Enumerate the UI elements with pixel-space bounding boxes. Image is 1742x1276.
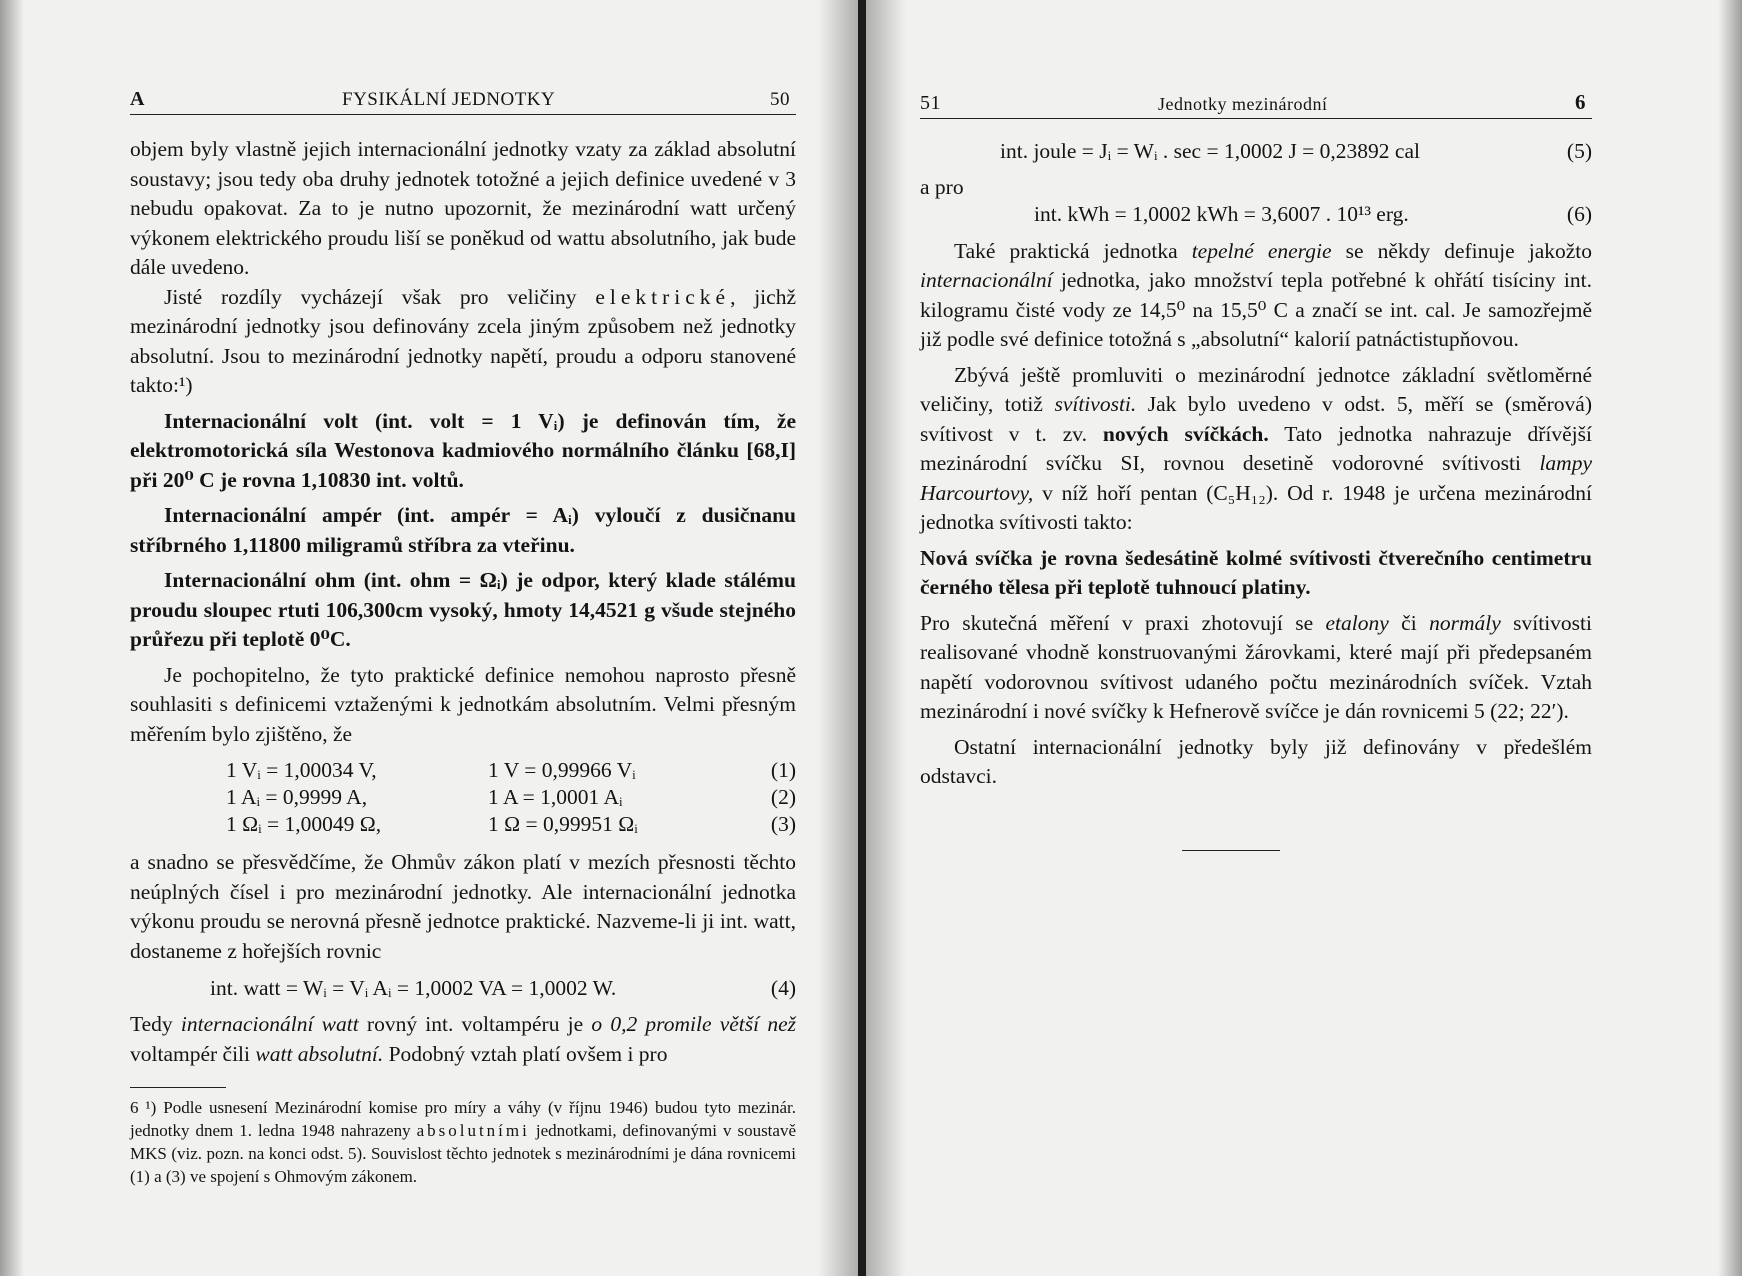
end-rule <box>1182 850 1280 851</box>
spaced-term: absolutními <box>416 1121 530 1140</box>
italic-term: internacionální watt <box>180 1012 359 1036</box>
definition-candle: Nová svíčka je rovna šedesátině kolmé svítivosti čtverečního centimetru černého tělesa při teplotě tuhnoucí platiny. <box>920 545 1592 599</box>
equation-number: (1) <box>770 758 796 782</box>
definition-volt: Internacionální volt (int. volt = 1 Vᵢ) je definován tím, že elektromotorická síla Westonova kadmiového normálního článku [68,I] při 20⁰ C je rovna 1,10830 int. voltů. <box>130 408 796 492</box>
italic-term: internacionální <box>920 268 1053 292</box>
text-run: jednotkami, definovanými v soustavě MKS (viz. pozn. na konci odst. 5). Souvislost těchto jednotek s mezinárodními je dána rovnicemi (1) a (3) ve spojení s Ohmovým zákonem. <box>130 1121 796 1186</box>
equations-1-3 <box>130 757 796 838</box>
paragraph: objem byly vlastně jejich internacionální jednotky vzaty za základ absolutní soustavy; jsou tedy oba druhy jednotek totožné a jejich definice uvedené v 3 nebudu opakovat. Za to je nutno upozornit, že mezinárodní watt určený výkonem elektrického proudu liší se poněkud od wattu absolutního, jak bude dále uvedeno. <box>130 137 796 279</box>
page-number: 50 <box>770 89 790 110</box>
italic-term: svítivosti. <box>1054 392 1137 416</box>
equation-4 <box>130 972 796 1004</box>
right-text-column <box>920 92 1592 851</box>
footnote-rule <box>130 1087 226 1088</box>
text-run: Tedy <box>130 1012 181 1036</box>
equation-5 <box>920 135 1592 167</box>
text-run: Pro skutečná měření v praxi zhotovují se <box>920 610 1326 635</box>
italic-term: lampy Harcourtovy, <box>920 451 1592 505</box>
text-run: v níž hoří pentan (C₅H₁₂). Od r. 1948 je určena mezinárodní jednotka svítivosti takto: <box>920 480 1592 534</box>
text-run: svítivosti realisované vhodně konstruovanými žárovkami, které mají při předepsaném napětí vodorovnou svítivost udaného počtu mezinárodních svíček. Vztah mezinárodní i nové svíčky k Hefnerově svíčce je dán rovnicemi 5 (22; 22′). <box>920 610 1592 723</box>
page-edge-shadow <box>0 0 24 1276</box>
section-number: 6 <box>1575 90 1586 114</box>
definition-ampere: Internacionální ampér (int. ampér = Aᵢ) vyloučí z dusičnanu stříbrného 1,11800 miligramů stříbra za vteřinu. <box>130 503 796 557</box>
text-run: Podobný vztah platí ovšem i pro <box>383 1041 668 1066</box>
italic-term: normály <box>1429 610 1501 635</box>
right-running-head <box>920 92 1592 119</box>
equation-right: 1 V = 0,99966 Vᵢ <box>488 758 636 782</box>
connector-text: a pro <box>920 175 964 199</box>
right-page <box>866 0 1742 1276</box>
gutter-shadow <box>818 0 858 1276</box>
definition-ohm: Internacionální ohm (int. ohm = Ωᵢ) je odpor, který klade stálému proudu sloupec rtuti 106,300cm vysoký, hmoty 14,4521 g všude stejného průřezu při teplotě 0⁰C. <box>130 568 796 651</box>
italic-term: etalony <box>1325 610 1389 635</box>
equation-number: (6) <box>1566 202 1592 226</box>
section-letter: A <box>130 88 145 110</box>
equation-6 <box>920 199 1592 231</box>
footnote <box>130 1096 796 1188</box>
page-edge-shadow <box>1718 0 1742 1276</box>
paragraph <box>920 361 1592 538</box>
equation-text: int. kWh = 1,0002 kWh = 3,6007 . 10¹³ erg. <box>1034 202 1409 226</box>
paragraph <box>920 609 1592 727</box>
equation-row <box>130 784 796 811</box>
page-number: 51 <box>920 92 941 114</box>
equation-number: (3) <box>770 812 796 836</box>
text-run: se někdy definuje jakožto <box>1331 238 1592 263</box>
italic-term: o 0,2 promile větší než <box>591 1012 796 1036</box>
text-run: či <box>1388 610 1430 635</box>
running-title: FYSIKÁLNÍ JEDNOTKY <box>342 89 556 110</box>
equation-row <box>130 811 796 838</box>
left-page <box>0 0 858 1276</box>
text-run: 6 ¹) Podle usnesení Mezinárodní komise pro míry a váhy (v říjnu 1946) budou tyto mezinár. jednotky dnem 1. ledna 1948 nahrazeny <box>130 1098 796 1140</box>
equation-number: (5) <box>1566 138 1592 163</box>
paragraph: a snadno se přesvědčíme, že Ohmův zákon platí v mezích přesnosti těchto neúplných čísel i pro mezinárodní jednotky. Ale internacionální jednotka výkonu proudu se nerovná přesně jednotce praktické. Nazveme-li ji int. watt, dostaneme z hořejších rovnic <box>130 850 796 963</box>
left-running-head <box>130 88 796 115</box>
text-run: jednotka, jako množství tepla potřebné k ohřátí tisíciny int. kilogramu čisté vody ze 14,5⁰ na 15,5⁰ C a značí se int. cal. Je samozřejmě již podle své definice totožná s „absolutní“ kalorií patnáctistupňovou. <box>920 268 1592 351</box>
paragraph <box>130 283 796 401</box>
text-run: Jak bylo uvedeno v odst. 5, měří se (směrová) svítivost v t. zv. <box>920 392 1592 446</box>
equation-right: 1 A = 1,0001 Aᵢ <box>488 785 623 809</box>
equation-row <box>130 757 796 784</box>
equation-text: int. joule = Jᵢ = Wᵢ . sec = 1,0002 J = 0,23892 cal <box>1000 138 1420 163</box>
gutter-shadow <box>866 0 906 1276</box>
equation-left: 1 Aᵢ = 0,9999 A, <box>226 785 368 809</box>
text-run: rovný int. voltampéru je <box>358 1012 592 1036</box>
running-title: Jednotky mezinárodní <box>1158 94 1328 114</box>
text-run: Zbývá ještě promluviti o mezinárodní jednotce základní světloměrné veličiny, totiž <box>920 362 1592 416</box>
bold-term: nových svíčkách. <box>1102 421 1269 446</box>
equation-right: 1 Ω = 0,99951 Ωᵢ <box>488 812 638 836</box>
italic-term: watt absolutní. <box>255 1041 384 1066</box>
equation-number: (2) <box>770 785 796 809</box>
equation-text: int. watt = Wᵢ = Vᵢ Aᵢ = 1,0002 VA = 1,0002 W. <box>210 975 617 1000</box>
text-run: , jichž mezinárodní jednotky jsou definovány zcela jiným způsobem než jednotky absolutní. Jsou to mezinárodní jednotky napětí, proudu a odporu stanovené takto:¹) <box>130 284 796 397</box>
italic-term: tepelné energie <box>1191 238 1332 263</box>
paragraph: Je pochopitelno, že tyto praktické definice nemohou naprosto přesně souhlasiti s definicemi vztaženými k jednotkám absolutním. Velmi přesným měřením bylo zjištěno, že <box>130 662 796 746</box>
text-run: Tato jednotka nahrazuje dřívější mezinárodní svíčku SI, rovnou desetině vodorovné svítivosti <box>920 421 1592 475</box>
equation-left: 1 Vᵢ = 1,00034 V, <box>226 758 377 782</box>
text-run: Jisté rozdíly vycházejí však pro veličiny <box>164 284 596 309</box>
text-run: Také praktická jednotka <box>954 238 1192 263</box>
paragraph <box>130 1010 796 1069</box>
spaced-term: elektrické <box>595 284 731 309</box>
text-run: voltampér čili <box>130 1041 256 1066</box>
paragraph: Ostatní internacionální jednotky byly již definovány v předešlém odstavci. <box>920 734 1592 788</box>
paragraph <box>920 237 1592 355</box>
equation-number: (4) <box>770 975 796 1000</box>
left-text-column <box>130 88 796 1188</box>
equation-left: 1 Ωᵢ = 1,00049 Ω, <box>226 812 382 836</box>
